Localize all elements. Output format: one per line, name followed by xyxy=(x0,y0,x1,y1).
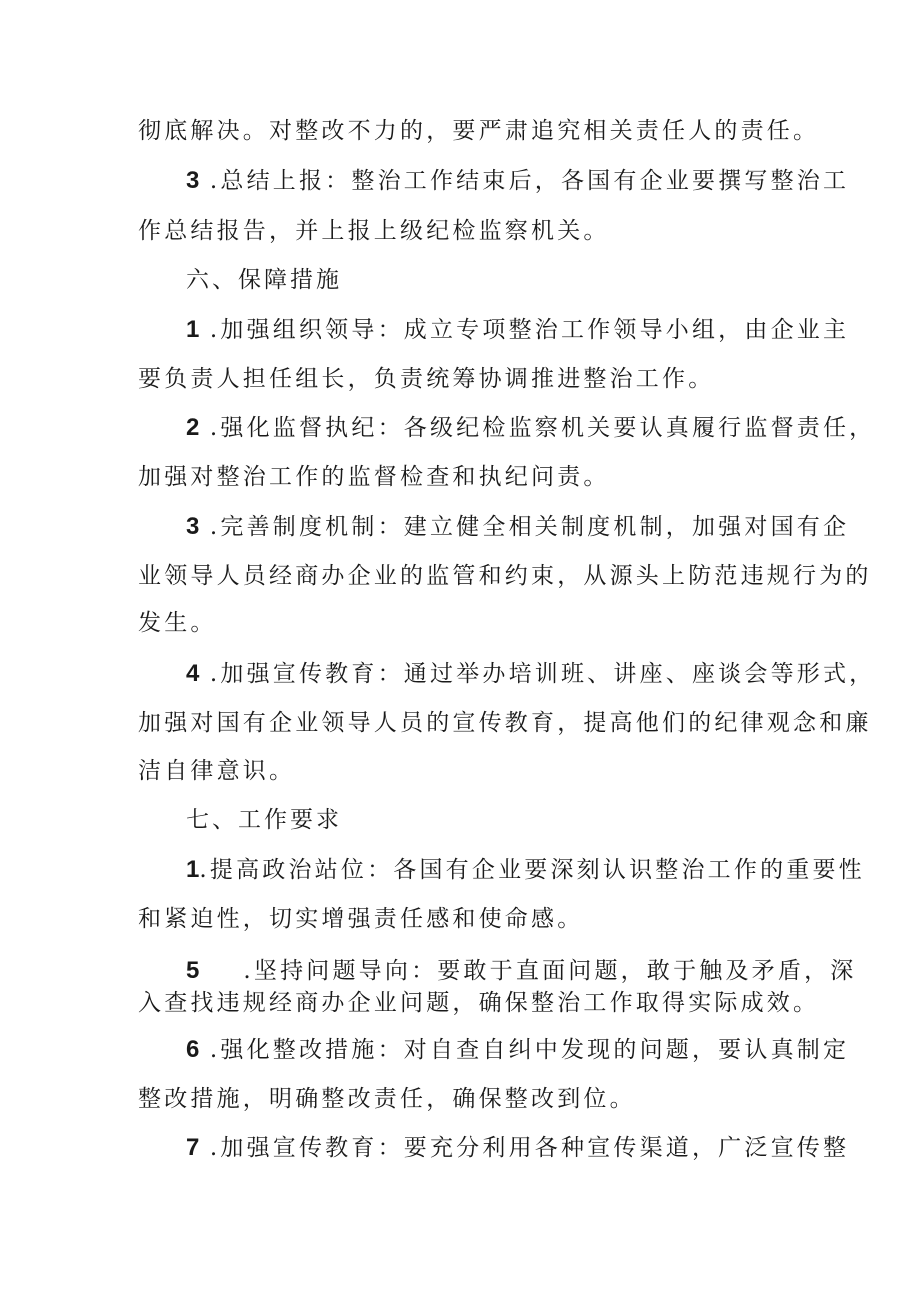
item-number: 3 xyxy=(186,513,200,540)
text-line: 加强对国有企业领导人员的宣传教育，提高他们的纪律观念和廉 xyxy=(138,710,872,736)
item-number: 2 xyxy=(186,414,200,441)
text-line: 和紧迫性，切实增强责任感和使命感。 xyxy=(138,906,584,932)
text-line: 要负责人担任组长，负责统筹协调推进整治工作。 xyxy=(138,366,715,392)
paragraph-line xyxy=(138,988,819,1018)
paragraph-line xyxy=(138,216,610,246)
paragraph-line xyxy=(186,512,849,542)
text-line: .总结上报：整治工作结束后，各国有企业要撰写整治工 xyxy=(199,168,850,194)
paragraph-line xyxy=(138,708,872,738)
paragraph-line xyxy=(138,462,610,492)
paragraph-line xyxy=(186,855,865,885)
paragraph-line xyxy=(138,364,714,394)
paragraph-line xyxy=(138,1084,636,1114)
text-line: 入查找违规经商办企业问题，确保整治工作取得实际成效。 xyxy=(138,990,820,1016)
text-line: .加强组织领导：成立专项整治工作领导小组，由企业主 xyxy=(199,317,850,343)
paragraph-line xyxy=(186,166,849,196)
text-line: 彻底解决。对整改不力的，要严肃追究相关责任人的责任。 xyxy=(138,118,820,144)
text-line: 发生。 xyxy=(138,610,217,636)
item-number: 1 xyxy=(186,856,200,883)
item-number: 4 xyxy=(186,660,200,687)
item-number: 5 xyxy=(186,957,200,984)
paragraph-line xyxy=(138,561,872,591)
text-line: 整改措施，明确整改责任，确保整改到位。 xyxy=(138,1086,636,1112)
paragraph-line xyxy=(138,904,583,934)
paragraph-line xyxy=(138,116,819,146)
text-line: 洁自律意识。 xyxy=(138,758,296,784)
paragraph-line xyxy=(186,1133,849,1163)
paragraph-line xyxy=(186,413,875,443)
text-line: .完善制度机制：建立健全相关制度机制，加强对国有企 xyxy=(199,514,850,540)
paragraph-line xyxy=(186,956,856,986)
paragraph-line xyxy=(186,1035,849,1065)
heading-text: 六、保障措施 xyxy=(186,267,342,293)
text-line: .坚持问题导向：要敢于直面问题，敢于触及矛盾，深 xyxy=(243,958,857,984)
item-number: 3 xyxy=(186,167,200,194)
item-number: 7 xyxy=(186,1134,200,1161)
text-line: 业领导人员经商办企业的监管和约束，从源头上防范违规行为的 xyxy=(138,563,872,589)
text-line: .加强宣传教育：通过举办培训班、讲座、座谈会等形式， xyxy=(199,661,876,687)
text-line: 加强对整治工作的监督检查和执纪问责。 xyxy=(138,464,610,490)
paragraph-line xyxy=(186,315,849,345)
section-heading xyxy=(186,805,342,835)
text-line: .强化整改措施：对自查自纠中发现的问题，要认真制定 xyxy=(199,1037,850,1063)
paragraph-line xyxy=(138,608,217,638)
heading-text: 七、工作要求 xyxy=(186,807,342,833)
section-heading xyxy=(186,265,342,295)
item-number: 1 xyxy=(186,316,200,343)
text-line: .加强宣传教育：要充分利用各种宣传渠道，广泛宣传整 xyxy=(199,1135,850,1161)
text-line: .提高政治站位：各国有企业要深刻认识整治工作的重要性 xyxy=(199,857,865,883)
paragraph-line xyxy=(186,659,875,689)
text-line: .强化监督执纪：各级纪检监察机关要认真履行监督责任， xyxy=(199,415,876,441)
item-number: 6 xyxy=(186,1036,200,1063)
text-line: 作总结报告，并上报上级纪检监察机关。 xyxy=(138,218,610,244)
paragraph-line xyxy=(138,756,295,786)
